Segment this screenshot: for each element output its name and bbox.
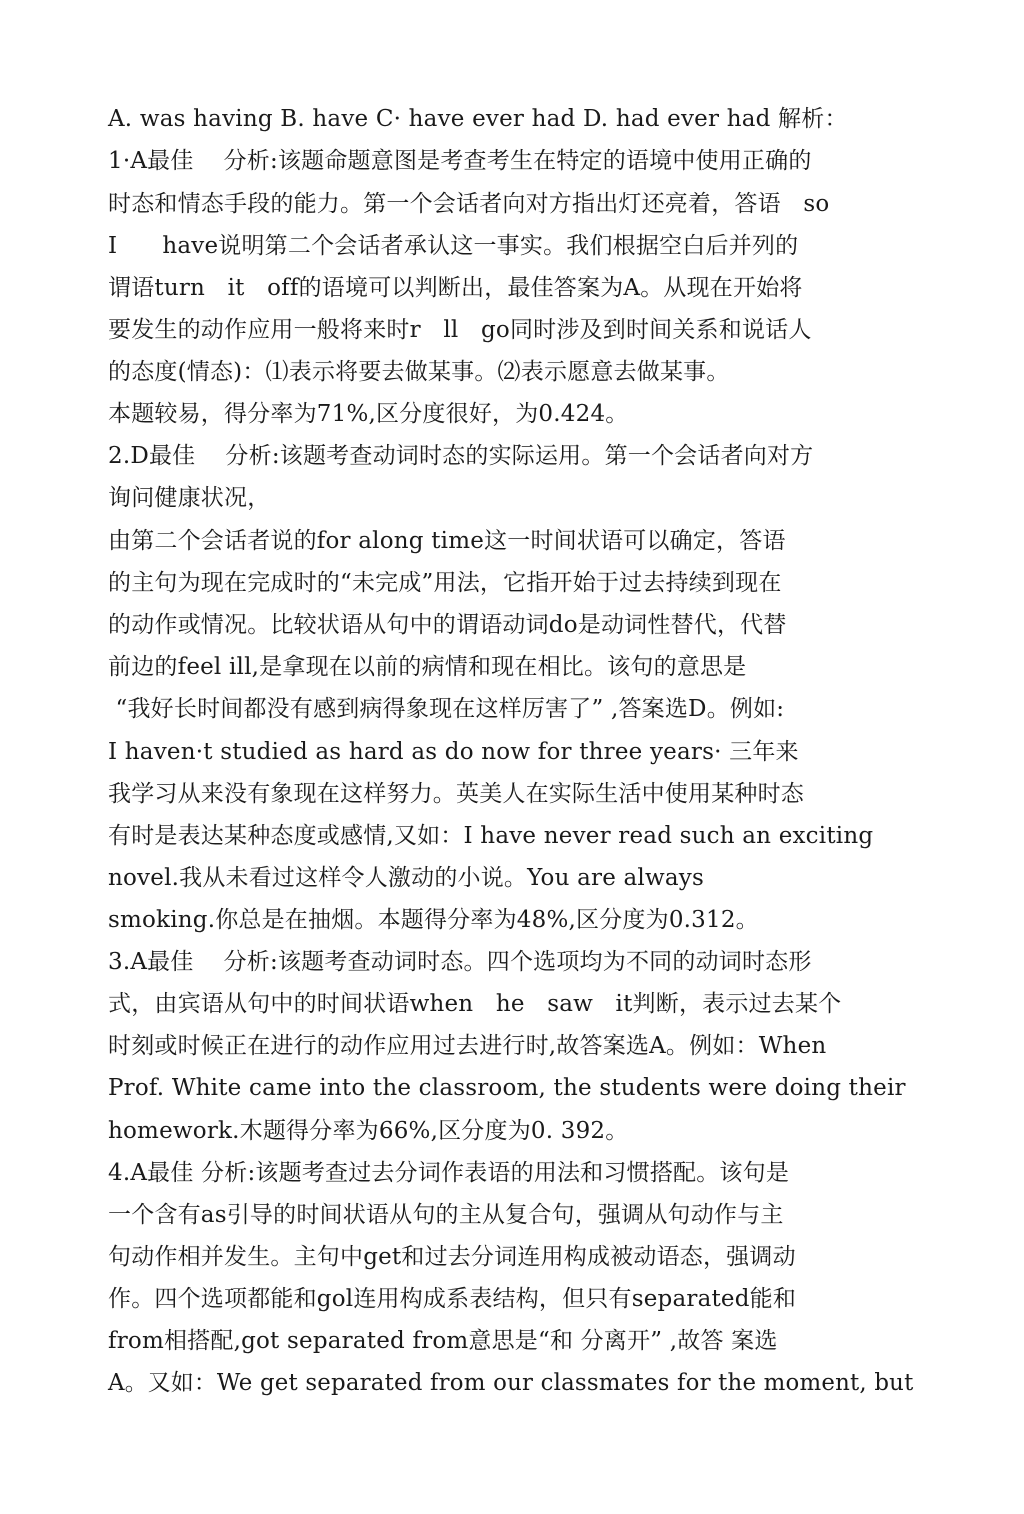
text-line: 句动作相并发生。主句中get和过去分词连用构成被动语态，强调动 [108, 1244, 796, 1270]
text-line: smoking.你总是在抽烟。本题得分率为48%,区分度为0.312。 [108, 907, 759, 933]
text-line: homework.木题得分率为66%,区分度为0. 392。 [108, 1118, 629, 1144]
text-line: from相搭配,got separated from意思是“和 分离开” ,故答 案选 [108, 1328, 778, 1354]
text-line: 的主句为现在完成时的“未完成”用法，它指开始于过去持续到现在 [108, 570, 782, 596]
text-line: 式，由宾语从句中的时间状语when he saw it判断，表示过去某个 [108, 991, 842, 1017]
text-line: A. was having B. have C· have ever had D. had ever had 解析： [108, 106, 848, 132]
text-line: 要发生的动作应用一般将来时r ll go同时涉及到时间关系和说话人 [108, 317, 812, 343]
text-line: “我好长时间都没有感到病得象现在这样厉害了” ,答案选D。例如: [108, 696, 785, 722]
text-line: I haven·t studied as hard as do now for three years· 三年来 [108, 739, 799, 765]
text-line: 谓语turn it off的语境可以判断出，最佳答案为A。从现在开始将 [108, 275, 803, 301]
text-line: 本题较易，得分率为71%,区分度很好，为0.424。 [108, 401, 629, 427]
text-line: 的态度(情态)：⑴表示将要去做某事。⑵表示愿意去做某事。 [108, 359, 730, 385]
text-line: 时刻或时候正在进行的动作应用过去进行时,故答案选A。例如：When [108, 1033, 827, 1059]
text-line: 的动作或情况。比较状语从句中的谓语动词do是动词性替代，代替 [108, 612, 787, 638]
text-line: 询问健康状况， [108, 485, 271, 511]
text-line: A。又如：We get separated from our classmates for the moment, but [108, 1370, 914, 1396]
text-line: 作。四个选项都能和gol连用构成系表结构，但只有separated能和 [108, 1286, 797, 1312]
text-line: Prof. White came into the classroom, the students were doing their [108, 1075, 906, 1101]
text-line: 一个含有as引导的时间状语从句的主从复合句，强调从句动作与主 [108, 1202, 784, 1228]
text-line: 有时是表达某种态度或感情,又如：I have never read such an exciting [108, 823, 874, 849]
text-line: 前边的feel ill,是拿现在以前的病情和现在相比。该句的意思是 [108, 654, 747, 680]
text-line: 时态和情态手段的能力。第一个会话者向对方指出灯还亮着，答语 so [108, 191, 830, 217]
text-line: 3.A最佳 分析:该题考查动词时态。四个选项均为不同的动词时态形 [108, 949, 812, 975]
text-line: 我学习从来没有象现在这样努力。英美人在实际生活中使用某种时态 [108, 781, 804, 807]
text-line: 由第二个会话者说的for along time这一时间状语可以确定，答语 [108, 528, 786, 554]
text-line: novel.我从未看过这样令人激动的小说。You are always [108, 865, 704, 891]
text-line: 1·A最佳 分析:该题命题意图是考查考生在特定的语境中使用正确的 [108, 148, 812, 174]
text-line: I have说明第二个会话者承认这一事实。我们根据空白后并列的 [108, 233, 799, 259]
text-line: 2.D最佳 分析:该题考查动词时态的实际运用。第一个会话者向对方 [108, 443, 814, 469]
text-line: 4.A最佳 分析:该题考查过去分词作表语的用法和习惯搭配。该句是 [108, 1160, 790, 1186]
